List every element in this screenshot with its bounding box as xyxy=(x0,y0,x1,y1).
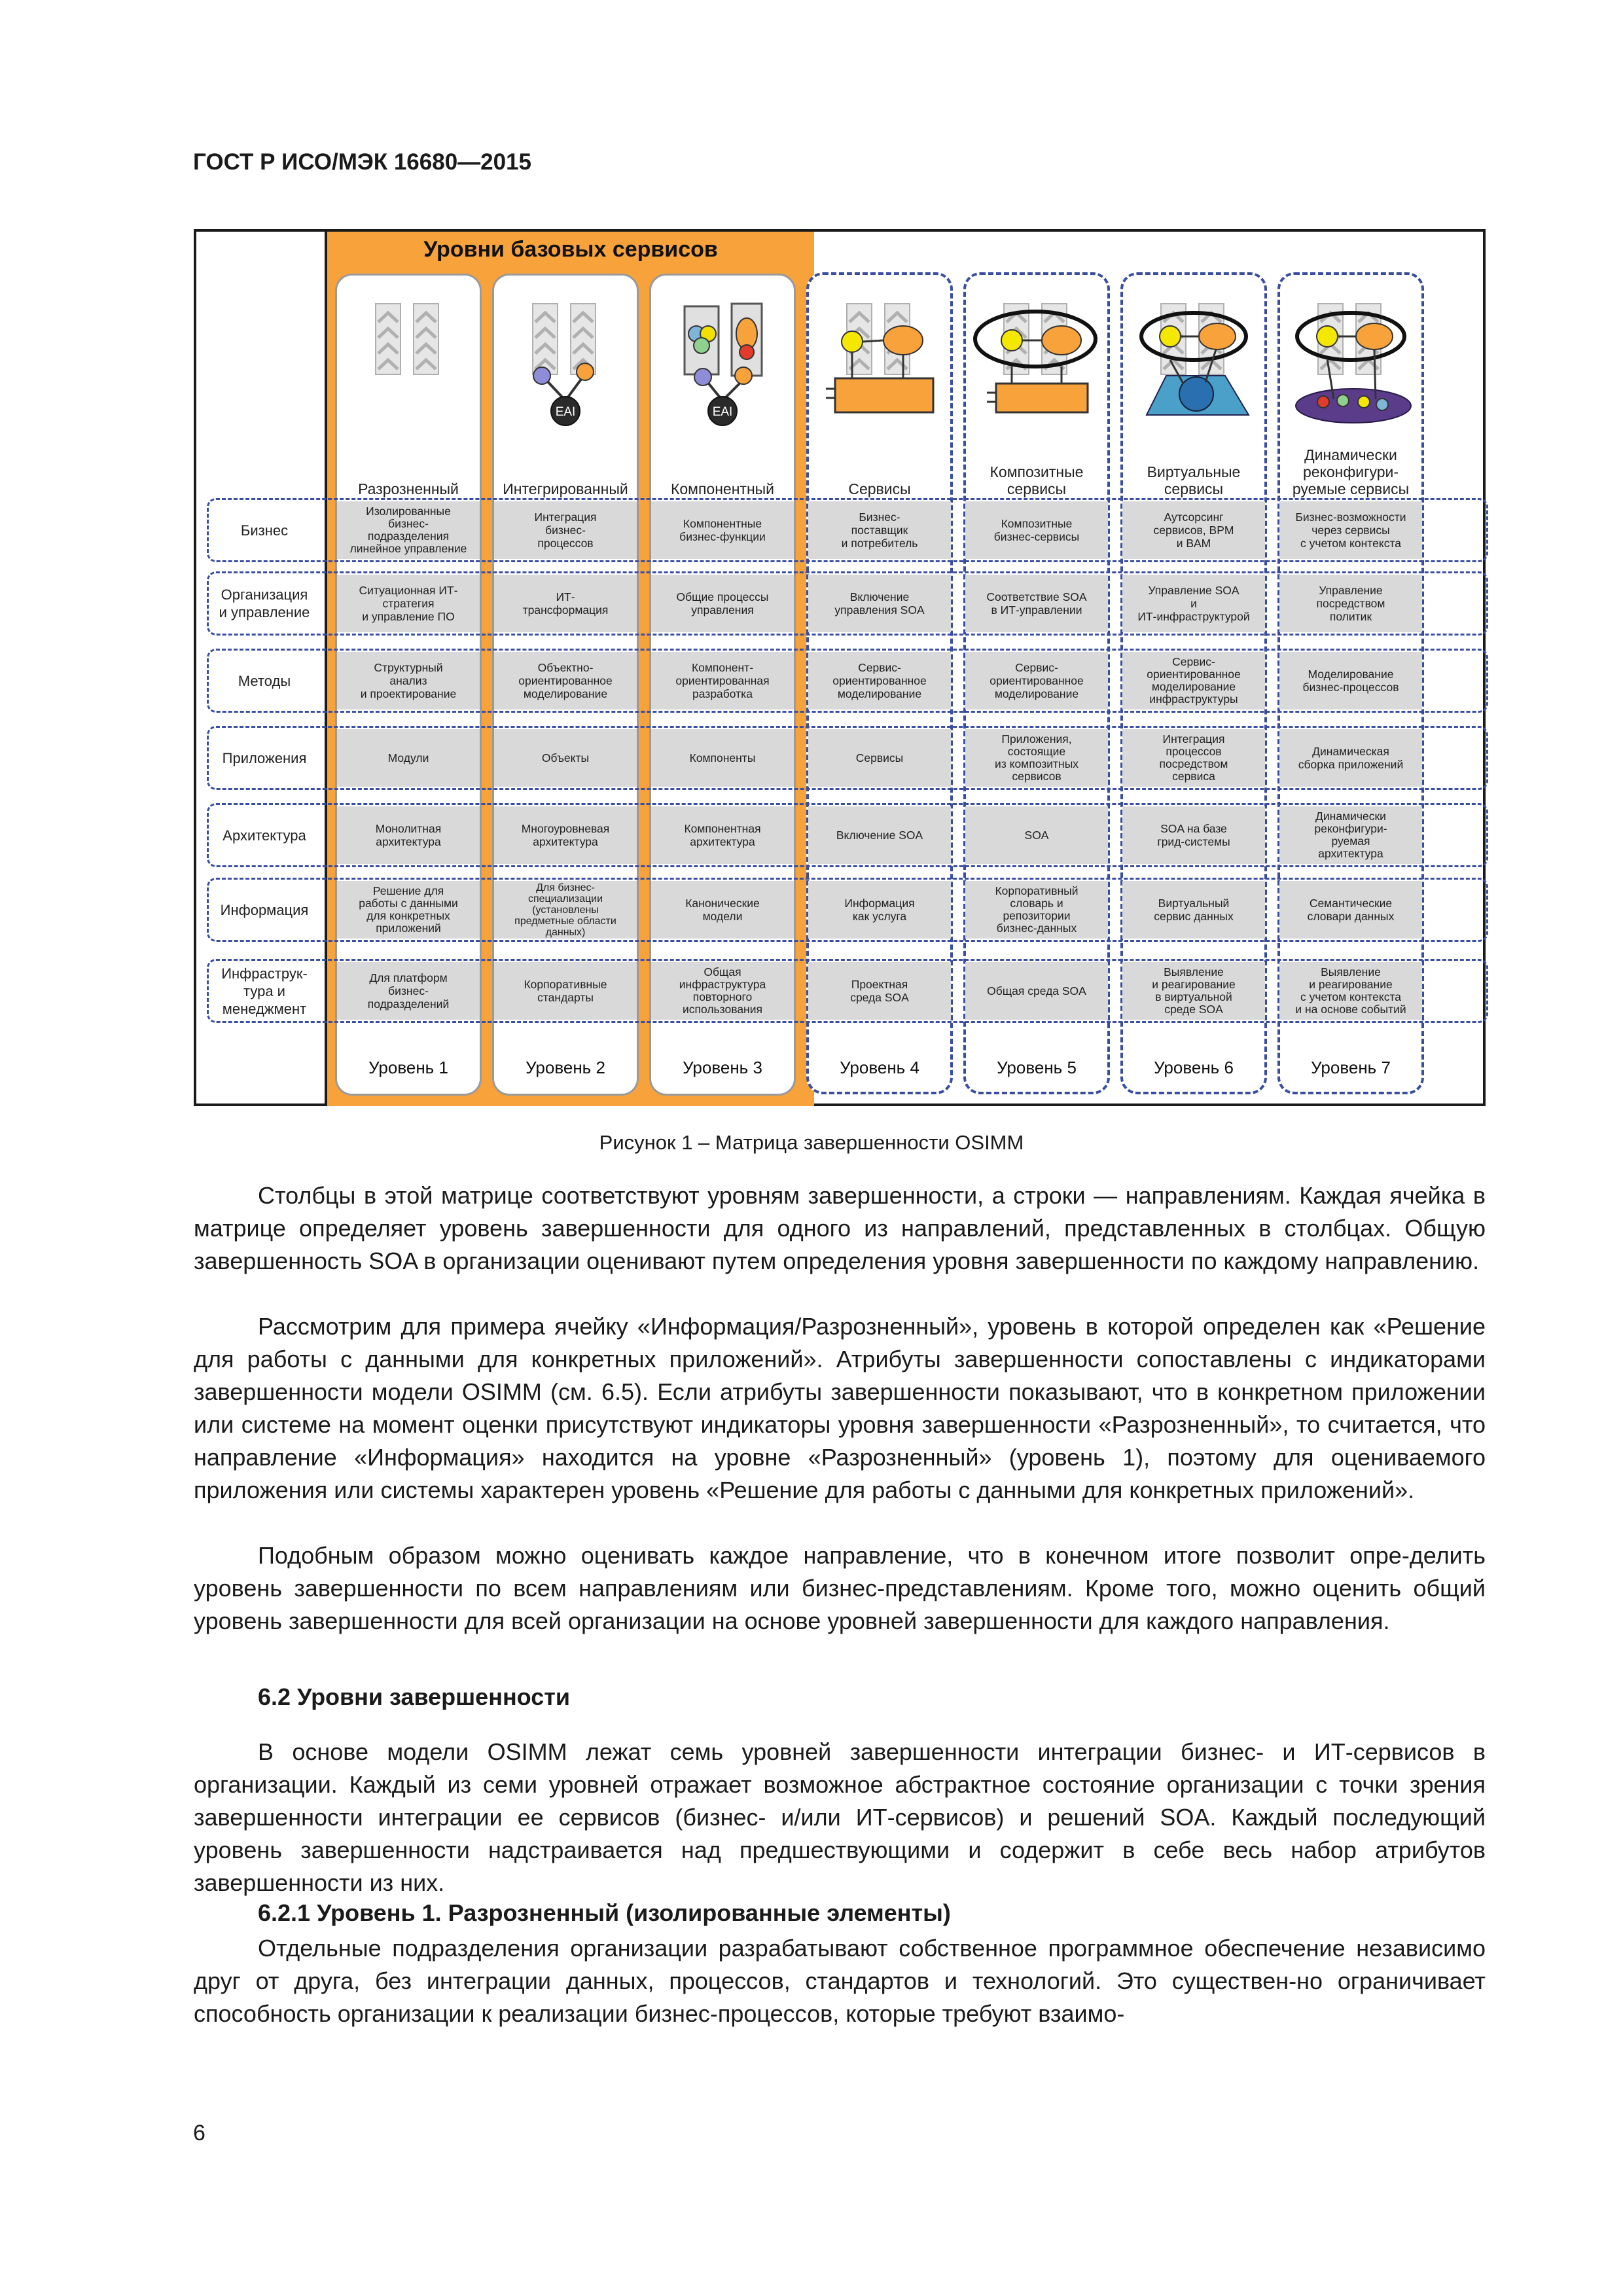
column-title: Динамически реконфигури- руемые сервисы xyxy=(1292,446,1410,497)
column-title: Композитные сервисы xyxy=(990,463,1084,497)
page-number: 6 xyxy=(193,2121,205,2145)
column-title: Сервисы xyxy=(848,480,911,497)
matrix-cell: Объектно- ориентированное моделирование xyxy=(494,652,637,709)
matrix-cell: Семантические словари данных xyxy=(1279,881,1422,939)
row-label: Бизнес xyxy=(240,522,289,539)
maturity-icon-level-3 xyxy=(649,291,796,441)
matrix-cell: Бизнес-возможности через сервисы с учетом контекста xyxy=(1279,501,1422,559)
matrix-cell: Общая среда SOA xyxy=(965,962,1108,1020)
matrix-cell: Соответствие SOA в ИТ-управлении xyxy=(965,575,1108,632)
matrix-cell: Общие процессы управления xyxy=(651,575,794,632)
row-label: Информация xyxy=(220,901,309,918)
matrix-cell: Аутсорсинг сервисов, BPM и BAM xyxy=(1122,501,1265,559)
section-heading-6-2: 6.2 Уровни завершенности xyxy=(258,1683,570,1710)
level-label: Уровень 6 xyxy=(1154,1058,1234,1077)
eai-label: EAI xyxy=(555,405,576,419)
row-label: Организация и управление xyxy=(219,586,310,620)
matrix-cell: ИТ- трансформация xyxy=(494,575,637,632)
paragraph-5: Отдельные подразделения организации разрабатывают собственное программное обеспечение независимо друг от друга, без интеграции данных, процессов, стандартов и технологий. Это существен-но ограничивает способность организации к реализации бизнес-процессов, которые требуют взаимо- xyxy=(194,1935,1486,2027)
matrix-cell: Управление SOA и ИТ-инфраструктурой xyxy=(1122,575,1265,632)
level-label: Уровень 5 xyxy=(997,1058,1077,1077)
matrix-cell: Корпоративные стандарты xyxy=(494,962,637,1020)
matrix-cell: Канонические модели xyxy=(651,881,794,939)
section-heading-6-2-1: 6.2.1 Уровень 1. Разрозненный (изолированные элементы) xyxy=(258,1899,951,1926)
maturity-icon-level-6 xyxy=(1120,291,1267,441)
matrix-cell: Компонентные бизнес-функции xyxy=(651,501,794,559)
level-label: Уровень 3 xyxy=(683,1058,762,1077)
matrix-cell: Для бизнес- специализации (установлены предметные области данных) xyxy=(494,881,637,939)
maturity-icon-level-4 xyxy=(806,291,953,441)
maturity-icon-level-5 xyxy=(963,291,1110,441)
matrix-cell: Динамическая сборка приложений xyxy=(1279,729,1422,787)
matrix-cell: Монолитная архитектура xyxy=(337,806,480,864)
column-title: Компонентный xyxy=(670,480,775,497)
maturity-icon-level-2 xyxy=(492,291,639,441)
maturity-icon-level-7 xyxy=(1277,291,1424,441)
matrix-cell: Ситуационная ИТ- стратегия и управление ПО xyxy=(337,575,480,632)
matrix-cell: Выявление и реагирование с учетом контекста и на основе событий xyxy=(1279,962,1422,1020)
column-title: Разрозненный xyxy=(358,480,459,497)
matrix-cell: Приложения, состоящие из композитных сервисов xyxy=(965,729,1108,787)
matrix-cell: Общая инфраструктура повторного использования xyxy=(651,962,794,1020)
eai-label: EAI xyxy=(712,405,733,419)
matrix-cell: Структурный анализ и проектирование xyxy=(337,652,480,709)
row-label: Методы xyxy=(238,672,291,689)
osimm-matrix-figure xyxy=(194,229,1486,1106)
document-header: ГОСТ Р ИСО/МЭК 16680—2015 xyxy=(193,149,532,175)
matrix-cell: Проектная среда SOA xyxy=(808,962,951,1020)
matrix-cell: Компоненты xyxy=(651,729,794,787)
paragraph-4: В основе модели OSIMM лежат семь уровней завершенности интеграции бизнес- и ИТ-сервисов в организации. Каждый из семи уровней отражает возможное абстрактное состояние организации с точки зрения завершенности интеграции ее сервисов (бизнес- и/или ИТ-сервисов) и решений SOA. Каждый последующий уровень завершенности надстраивается над предшествующими и содержит в себе весь набор атрибутов завершенности из них. xyxy=(194,1738,1486,1896)
paragraph-3: Подобным образом можно оценивать каждое направление, что в конечном итоге позволит опре-делить уровень завершенности по всем направлениям или бизнес-представлениям. Кроме того, можно оценить общий уровень завершенности для всей организации на основе уровней завершенности для каждого направления. xyxy=(194,1542,1486,1634)
matrix-cell: Модули xyxy=(337,729,480,787)
matrix-cell: Сервисы xyxy=(808,729,951,787)
matrix-cell: Корпоративный словарь и репозитории бизнес-данных xyxy=(965,881,1108,939)
matrix-cell: Выявление и реагирование в виртуальной среде SOA xyxy=(1122,962,1265,1020)
matrix-cell: Компонент- ориентированная разработка xyxy=(651,652,794,709)
row-label: Архитектура xyxy=(223,827,306,844)
matrix-cell: Интеграция бизнес- процессов xyxy=(494,501,637,559)
matrix-cell: Управление посредством политик xyxy=(1279,575,1422,632)
matrix-cell: Моделирование бизнес-процессов xyxy=(1279,652,1422,709)
level-label: Уровень 4 xyxy=(840,1058,919,1077)
matrix-cell: Объекты xyxy=(494,729,637,787)
paragraph-2: Рассмотрим для примера ячейку «Информация/Разрозненный», уровень в которой определен как «Решение для работы с данными для конкретных приложений». Атрибуты завершенности сопоставлены с индикаторами завершенности модели OSIMM (см. 6.5). Если атрибуты завершенности показывают, что в конкретном приложении или системе на момент оценки присутствуют индикаторы уровня завершенности «Разрозненный», то считается, что направление «Информация» находится на уровне «Разрозненный» (уровень 1), поэтому для оцениваемого приложения или системы характерен уровень «Решение для работы с данными для конкретных приложений». xyxy=(194,1313,1486,1503)
row-label: Инфраструк- тура и менеджмент xyxy=(221,965,308,1017)
matrix-cell: Динамически реконфигури- руемая архитектура xyxy=(1279,806,1422,864)
column-title: Интегрированный xyxy=(503,480,628,497)
matrix-cell: Виртуальный сервис данных xyxy=(1122,881,1265,939)
matrix-cell: Включение SOA xyxy=(808,806,951,864)
figure-caption: Рисунок 1 – Матрица завершенности OSIMM xyxy=(599,1131,1024,1154)
core-services-title: Уровни базовых сервисов xyxy=(423,237,718,262)
matrix-cell: Сервис- ориентированное моделирование xyxy=(965,652,1108,709)
matrix-cell: Интеграция процессов посредством сервиса xyxy=(1122,729,1265,787)
row-label: Приложения xyxy=(222,749,307,766)
paragraph-1: Столбцы в этой матрице соответствуют уровням завершенности, а строки — направлениям. Каждая ячейка в матрице определяет уровень завершенности для одного из направлений, представленных в столбцах. Общую завершенность SOA в организации оценивают путем определения уровня завершенности по каждому направлению. xyxy=(194,1182,1486,1274)
level-label: Уровень 1 xyxy=(368,1058,448,1077)
matrix-cell: Решение для работы с данными для конкретных приложений xyxy=(337,881,480,939)
level-label: Уровень 2 xyxy=(526,1058,605,1077)
maturity-icon-level-1 xyxy=(335,291,482,441)
matrix-cell: SOA на базе грид-системы xyxy=(1122,806,1265,864)
matrix-cell: Композитные бизнес-сервисы xyxy=(965,501,1108,559)
matrix-cell: SOA xyxy=(965,806,1108,864)
matrix-cell: Информация как услуга xyxy=(808,881,951,939)
level-label: Уровень 7 xyxy=(1311,1058,1391,1077)
matrix-cell: Изолированные бизнес- подразделения линейное управление xyxy=(337,501,480,559)
matrix-cell: Бизнес- поставщик и потребитель xyxy=(808,501,951,559)
matrix-cell: Сервис- ориентированное моделирование xyxy=(808,652,951,709)
matrix-cell: Для платформ бизнес- подразделений xyxy=(337,962,480,1020)
matrix-cell: Включение управления SOA xyxy=(808,575,951,632)
matrix-cell: Сервис- ориентированное моделирование инфраструктуры xyxy=(1122,652,1265,709)
matrix-cell: Компонентная архитектура xyxy=(651,806,794,864)
column-title: Виртуальные сервисы xyxy=(1147,463,1241,497)
matrix-cell: Многоуровневая архитектура xyxy=(494,806,637,864)
